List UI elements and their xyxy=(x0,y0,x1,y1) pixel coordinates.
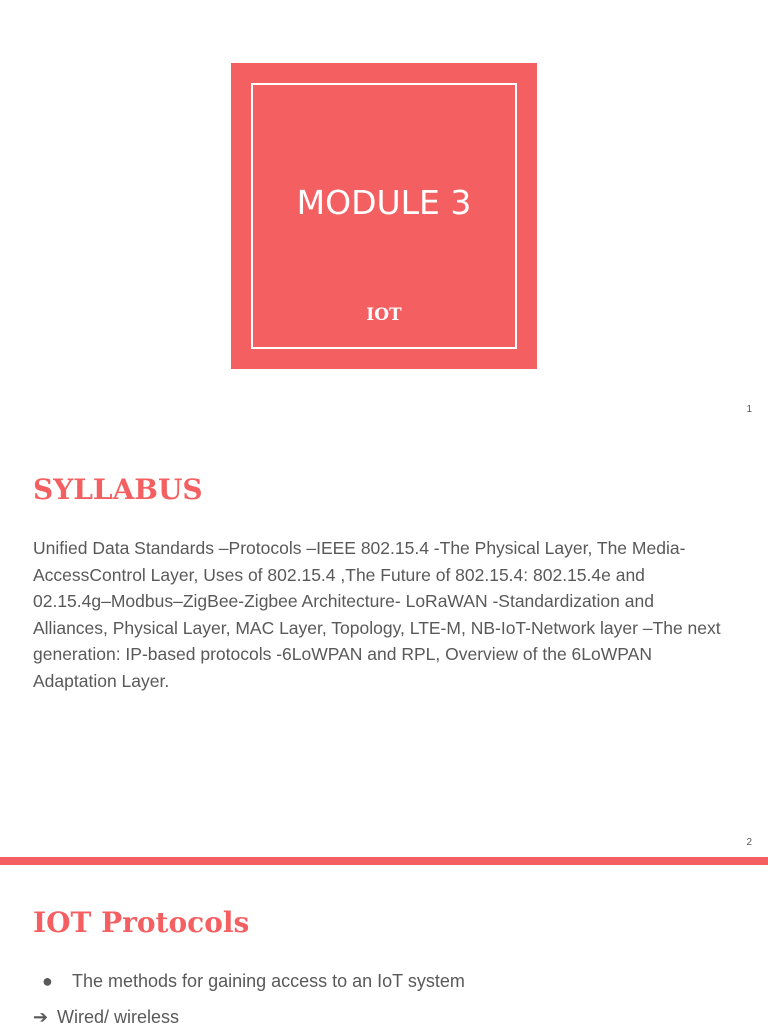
list-item xyxy=(33,1003,733,1024)
bullet-icon: ● xyxy=(42,971,53,991)
list-item xyxy=(33,967,733,995)
page-number: 1 xyxy=(746,404,752,415)
module-subtitle: IOT xyxy=(366,305,402,325)
slide-1 xyxy=(0,0,768,432)
title-box xyxy=(231,63,537,369)
syllabus-heading: SYLLABUS xyxy=(33,473,203,506)
bullet-text: The methods for gaining access to an IoT system xyxy=(72,971,465,991)
sub-item-text: Wired/ wireless xyxy=(57,1007,180,1024)
slide-2 xyxy=(0,432,768,857)
module-title: MODULE 3 xyxy=(296,183,472,222)
bullet-list xyxy=(33,967,733,1024)
title-box-border xyxy=(251,83,517,349)
syllabus-body: Unified Data Standards –Protocols –IEEE 802.15.4 -The Physical Layer, The Media-AccessControl Layer, Uses of 802.15.4 ,The Future of 802.15.4: 802.15.4e and 02.15.4g–Modbus–ZigBee-Zigbee Architecture- LoRaWAN -Standardization and Alliances, Physical Layer, MAC Layer, Topology, LTE-M, NB-IoT-Network layer –The next generation: IP-based protocols -6LoWPAN and RPL, Overview of the 6LoWPAN Adaptation Layer. xyxy=(33,538,721,691)
slide-3 xyxy=(0,865,768,1024)
arrow-right-icon: ➔ xyxy=(33,1007,49,1024)
slide-divider xyxy=(0,857,768,865)
iot-protocols-heading: IOT Protocols xyxy=(33,906,250,939)
page-number: 2 xyxy=(746,837,752,848)
